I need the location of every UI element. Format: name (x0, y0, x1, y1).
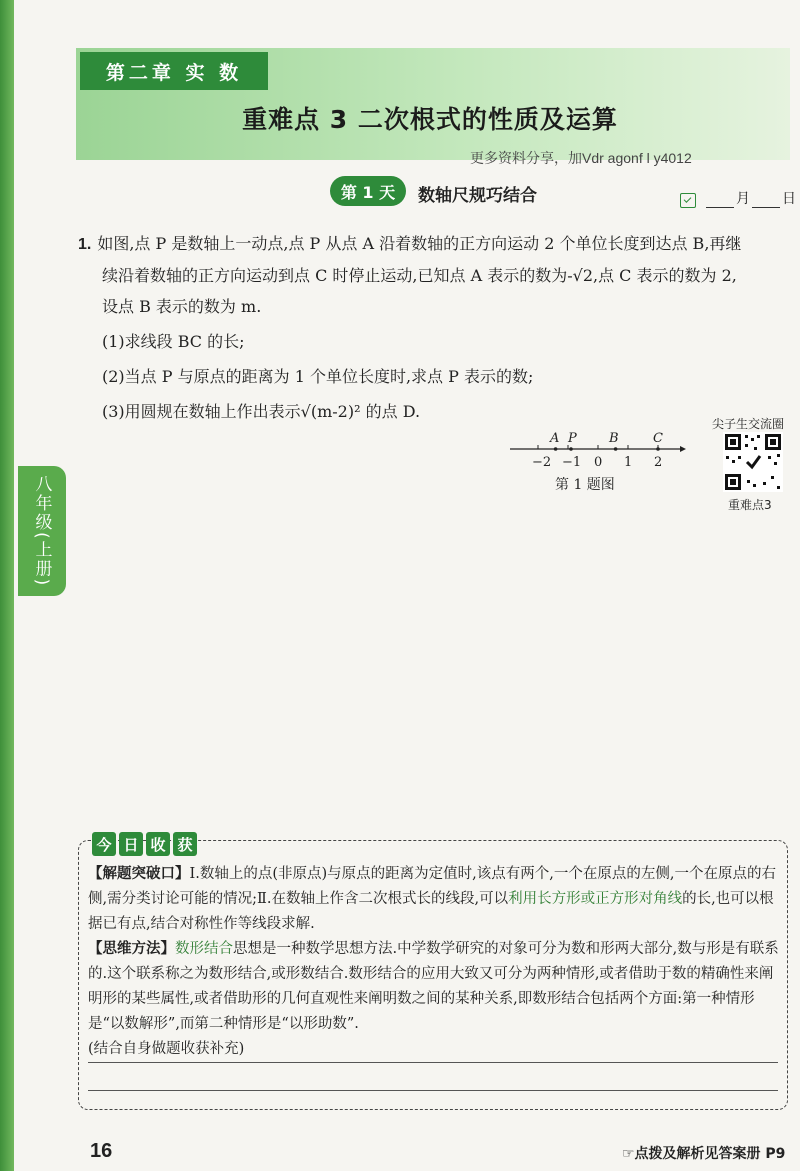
day-tag: 第 1 天 (330, 176, 406, 206)
problem-line-2: 续沿着数轴的正方向运动到点 C 时停止运动,已知点 A 表示的数为-√2,点 C 表示的数为 2, (102, 266, 737, 285)
answer-reference: ☞点拨及解析见答案册 P9 (622, 1146, 786, 1162)
point-a-dot (554, 447, 558, 451)
point-label: A (550, 431, 560, 446)
point-label: C (653, 431, 663, 446)
tick-label: 2 (654, 455, 663, 470)
watermark-text: 更多资料分享，加Vdr agonf l y4012 (470, 150, 692, 166)
writing-line[interactable] (88, 1062, 778, 1063)
day-title: 数轴尺规巧结合 (418, 186, 537, 206)
point-p-dot (569, 447, 573, 451)
page-number: 16 (90, 1140, 113, 1162)
point-label: P (568, 431, 577, 446)
number-line-figure (508, 428, 688, 476)
tick-label: −1 (562, 455, 582, 470)
question-3: (3)用圆规在数轴上作出表示√(m-2)² 的点 D. (102, 402, 421, 421)
writing-line[interactable] (88, 1090, 778, 1091)
supplement-note: (结合自身做题收获补充) (88, 1041, 245, 1057)
harvest-tag-char: 日 (119, 832, 143, 856)
solving-breakthrough-text: Ⅰ.数轴上的点(非原点)与原点的距离为定值时,该点有两个,一个在原点的左侧,一个在原点的右侧,需分类讨论可能的情况;Ⅱ.在数轴上作含二次根式长的线段,可以 (88, 866, 776, 907)
point-c-dot (656, 447, 660, 451)
calendar-check-icon (680, 193, 696, 208)
grade-side-tab (18, 466, 66, 596)
month-blank[interactable] (706, 207, 734, 208)
question-2: (2)当点 P 与原点的距离为 1 个单位长度时,求点 P 表示的数; (102, 367, 534, 386)
harvest-tag-char: 今 (92, 832, 116, 856)
harvest-tag-char: 收 (146, 832, 170, 856)
number-line-arrow (680, 446, 686, 452)
thinking-method-label: 【思维方法】 (88, 941, 175, 957)
day-blank[interactable] (752, 207, 780, 208)
solving-breakthrough-text-end: 的长,也可以根据已有点,结合对称性作等线段求解. (88, 891, 774, 932)
page-title: 重难点 3 二次根式的性质及运算 (242, 105, 618, 134)
tick-label: 1 (624, 455, 633, 470)
solving-breakthrough (88, 862, 782, 937)
day-label: 日 (782, 191, 796, 207)
chapter-tag: 第二章 实 数 (80, 52, 268, 90)
point-label: B (609, 431, 619, 446)
daily-harvest-content (88, 862, 782, 1062)
thinking-method-text: 思想是一种数学思想方法.中学数学研究的对象可分为数和形两大部分,数与形是有联系的.这个联系称之为数形结合,或形数结合.数形结合的应用大致又可分为两种情形,或者借助于数的精确性来阐明形的某些属性,或者借助形的几何直观性来阐明数之间的某种关系,即数形结合包括两个方面:第一种情形是“以数解形”,而第二种情形是“以形助数”. (88, 941, 779, 1032)
daily-harvest-tag (92, 832, 197, 856)
problem-line-1: 如图,点 P 是数轴上一动点,点 P 从点 A 沿着数轴的正方向运动 2 个单位长度到达点 B,再继 (97, 234, 742, 253)
qr-code-icon[interactable] (723, 432, 783, 492)
point-b-dot (614, 447, 618, 451)
problem-number: 1. (78, 236, 92, 253)
thinking-method (88, 937, 782, 1037)
tick-label: −2 (532, 455, 552, 470)
figure-caption: 第 1 题图 (555, 477, 615, 493)
date-field (680, 188, 796, 208)
qr-label: 尖子生交流圈 (712, 417, 785, 431)
harvest-tag-char: 获 (173, 832, 197, 856)
tick-label: 0 (594, 455, 603, 470)
problem-1 (78, 228, 790, 427)
month-label: 月 (736, 191, 750, 207)
thinking-method-highlight: 数形结合 (175, 941, 233, 957)
question-1: (1)求线段 BC 的长; (102, 332, 245, 351)
problem-line-3: 设点 B 表示的数为 m. (102, 297, 262, 316)
solving-breakthrough-highlight: 利用长方形或正方形对角线 (508, 891, 683, 907)
grade-side-tab-label: 八年级(上册) (31, 474, 52, 588)
solving-breakthrough-label: 【解题突破口】 (88, 866, 190, 882)
qr-caption: 重难点3 (728, 498, 772, 512)
book-spine (0, 0, 14, 1171)
